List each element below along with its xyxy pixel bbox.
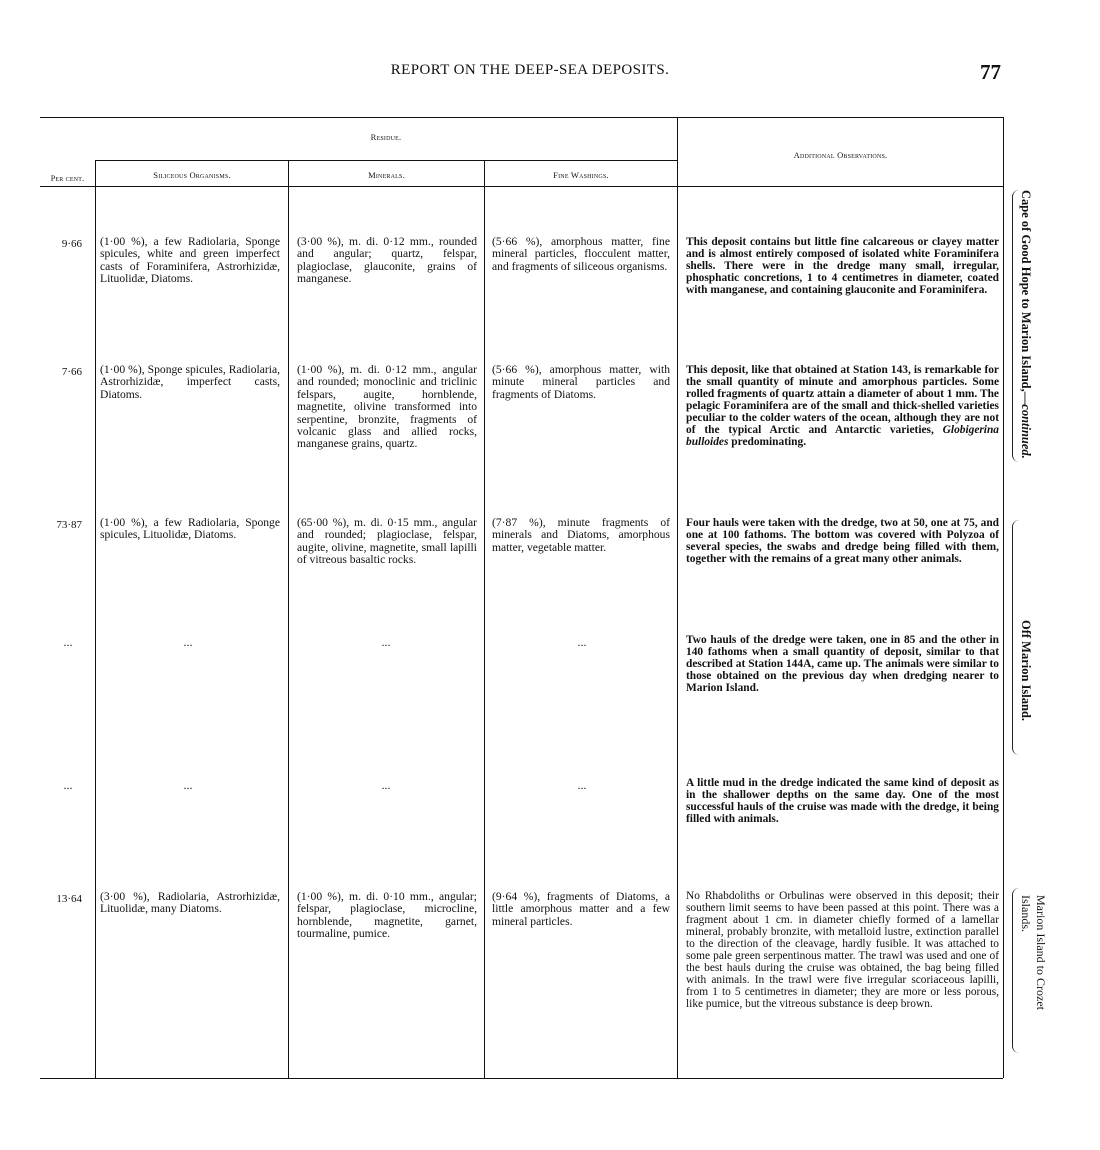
row2-minerals: (1·00 %), m. di. 0·12 mm., angular and rounded; monoclinic and triclinic felspars, augite, hornblende, magnetite, olivine transformed into serpentine, bronzite, fragments of volcanic glass and allied rocks, manganese grains, quartz. (297, 363, 477, 451)
side-label-marion-crozet: Marion Island to Crozet Islands. (1019, 895, 1048, 1010)
row6-fine-washings: (9·64 %), fragments of Diatoms, a little amorphous matter and a few mineral particles. (492, 890, 670, 928)
table-bottom-rule (40, 1078, 1003, 1079)
row5-minerals: ... (381, 778, 391, 792)
row4-siliceous: ... (183, 635, 193, 649)
header-fine-washings: Fine Washings. (553, 170, 609, 180)
header-separator-rule (40, 186, 1003, 187)
header-per-cent: Per cent. (50, 174, 85, 183)
row2-fine-washings: (5·66 %), amorphous matter, with minute mineral particles and fragments of Diatoms. (492, 363, 670, 401)
row1-fine-washings: (5·66 %), amorphous matter, fine mineral particles, flocculent matter, and fragments of siliceous organisms. (492, 235, 670, 273)
row6-per-cent: 13·64 (56, 893, 82, 905)
row2-observations-text: This deposit, like that obtained at Station 143, is remarkable for the small quantity of minute and amorphous particles. Some rolled fragments of quartz attain a diameter of about 1 mm. The pelagic Foraminifera are of the small and thick-shelled varieties peculiar to the colder waters of the ocean, although they are not of the typical Arctic and Antarctic varieties, (686, 364, 999, 436)
row2-observations-tail: predominating. (728, 436, 807, 448)
row5-observations: A little mud in the dredge indicated the same kind of deposit as in the shallower depths on the same day. One of the most successful hauls of the cruise was made with the dredge, it being filled with animals. (686, 777, 999, 825)
row6-minerals: (1·00 %), m. di. 0·10 mm., angular; felspar, plagioclase, microcline, hornblende, magnetite, garnet, tourmaline, pumice. (297, 890, 477, 941)
table-top-rule (40, 117, 1003, 118)
col-rule-1 (95, 160, 96, 1078)
page-title: REPORT ON THE DEEP-SEA DEPOSITS. (390, 62, 670, 78)
row2-observations-italic: Globigerina bulloides (686, 424, 999, 448)
row4-minerals: ... (381, 635, 391, 649)
row5-siliceous: ... (183, 778, 193, 792)
col-rule-2 (288, 160, 289, 1078)
row2-per-cent: 7·66 (61, 366, 82, 378)
row4-per-cent: ... (63, 635, 73, 649)
row3-per-cent: 73·87 (56, 519, 82, 531)
row3-minerals: (65·00 %), m. di. 0·15 mm., angular and rounded; plagioclase, felspar, augite, olivine, magnetite, small lapilli of vitreous basaltic rocks. (297, 516, 477, 567)
side-label-cape: Cape of Good Hope to Marion Island,—continued. (1019, 190, 1033, 459)
row3-observations: Four hauls were taken with the dredge, two at 50, one at 75, and one at 100 fathoms. The bottom was covered with Polyzoa of several species, the swabs and dredge being filled with them, together with the remains of a great many other animals. (686, 517, 999, 565)
row4-observations: Two hauls of the dredge were taken, one in 85 and the other in 140 fathoms when a small quantity of deposit, similar to that described at Station 144A, came up. The animals were similar to those obtained on the previous day when dredging nearer to Marion Island. (686, 634, 999, 694)
residue-under-rule (96, 160, 677, 161)
row2-observations (686, 364, 999, 448)
page-number: 77 (980, 60, 1001, 84)
row1-per-cent: 9·66 (61, 238, 82, 250)
row2-siliceous: (1·00 %), Sponge spicules, Radiolaria, Astrorhizidæ, imperfect casts, Diatoms. (100, 363, 280, 401)
row1-siliceous: (1·00 %), a few Radiolaria, Sponge spicules, white and green imperfect casts of Foraminifera, Astrorhizidæ, Lituolidæ, Diatoms. (100, 235, 280, 286)
row6-observations: No Rhabdoliths or Orbulinas were observed in this deposit; their southern limit seems to have been passed at this point. There was a fragment about 1 cm. in diameter chiefly formed of a lamellar mineral, probably bronzite, with metalloid lustre, extinction parallel to the direction of the cleavage, hardly fusible. It was attached to some pale green serpentinous matter. The trawl was used and one of the best hauls during the cruise was obtained, the bag being filled with animals. In the trawl were five irregular scoriaceous lapilli, from 1 to 5 centimetres in diameter; they are more or less porous, like pumice, but the vitreous substance is deep brown. (686, 890, 999, 1010)
header-siliceous: Siliceous Organisms. (153, 170, 231, 180)
residue-group-header: Residue. (370, 132, 402, 142)
header-observations: Additional Observations. (793, 150, 888, 160)
page-header (0, 62, 1100, 86)
row1-minerals: (3·00 %), m. di. 0·12 mm., rounded and angular; quartz, felspar, plagioclase, glauconite, grains of manganese. (297, 235, 477, 286)
row3-fine-washings: (7·87 %), minute fragments of minerals and Diatoms, amorphous matter, vegetable matter. (492, 516, 670, 554)
col-rule-3 (484, 160, 485, 1078)
row4-fine-washings: ... (577, 635, 587, 649)
col-rule-right (1003, 117, 1004, 1078)
header-minerals: Minerals. (368, 170, 405, 180)
side-label-off-marion: Off Marion Island. (1019, 620, 1033, 722)
row5-fine-washings: ... (577, 778, 587, 792)
row6-siliceous: (3·00 %), Radiolaria, Astrorhizidæ, Lituolidæ, many Diatoms. (100, 890, 280, 916)
row5-per-cent: ... (63, 778, 73, 792)
row3-siliceous: (1·00 %), a few Radiolaria, Sponge spicules, Lituolidæ, Diatoms. (100, 516, 280, 542)
row1-observations: This deposit contains but little fine calcareous or clayey matter and is almost entirely composed of isolated white Foraminifera shells. There were in the dredge many small, irregular, phosphatic concretions, 1 to 4 centimetres in diameter, coated with manganese, and containing glauconite and Foraminifera. (686, 236, 999, 296)
col-rule-4 (677, 117, 678, 1078)
